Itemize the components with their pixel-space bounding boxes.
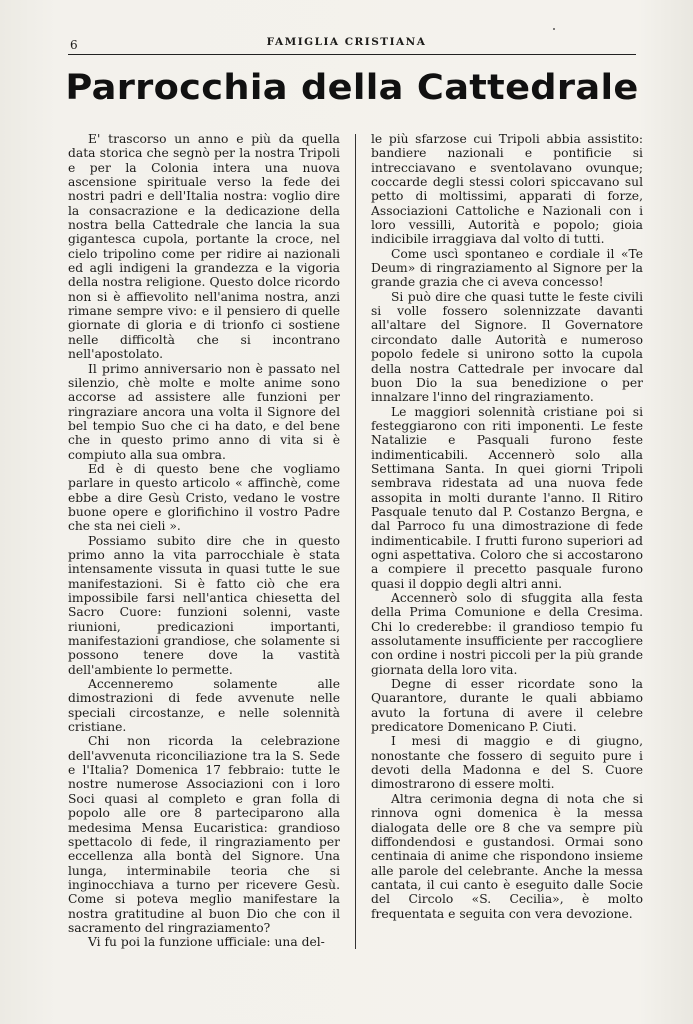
paragraph: Ed è di questo bene che vogliamo parlare in questo articolo « affinchè, come ebbe a dire Gesù Cristo, vedano le vostre buone opere e glorifichino il vostro Padre che sta nei cieli ». xyxy=(68,461,340,534)
paragraph: Vi fu poi la funzione ufficiale: una del- xyxy=(88,935,325,950)
left-column xyxy=(68,132,340,950)
paragraph: E' trascorso un anno e più da quella data storica che segnò per la nostra Tripoli e per la Colonia intera una nuova ascensione spirituale verso la fede dei nostri padri e dell'Italia nostra: voglio dire la consacrazione e la dedicazione della nostra bella Cattedrale che lancia la sua gigantesca cupola, portante la croce, nel cielo tripolino come per ridire ai nazionali ed agli indigeni la grandezza e la vigoria della nostra religione. Questo dolce ricordo non si è affievolito nell'anima nostra, anzi rimane sempre vivo: e il pensiero di quelle giornate di gloria e di trionfo ci sostiene nelle difficoltà che si incontrano nell'apostolato. xyxy=(68,132,340,362)
article-title: Parrocchia della Cattedrale xyxy=(65,68,639,108)
page-number: 6 xyxy=(70,38,79,52)
header-rule xyxy=(68,54,636,55)
paragraph: Accenneremo solamente alle dimostrazioni di fede avvenute nelle speciali circostanze, e nelle solennità cristiane. xyxy=(68,677,340,735)
paragraph-continuation: le più sfarzose cui Tripoli abbia assistito: bandiere nazionali e pontificie si intrecciavano e sventolavano ovunque; coccarde degli stessi colori spiccavano sul petto di moltissimi, apparati di forze, Associazioni Cattoliche e Nazionali con i loro vessilli, Autorità e popolo; gioia indicibile irraggiava dal volto di tutti. xyxy=(371,132,643,247)
paragraph: Il primo anniversario non è passato nel silenzio, chè molte e molte anime sono accorse ad assistere alle funzioni per ringraziare ancora una volta il Signore del bel tempio Suo che ci ha dato, e del bene che in questo primo anno di vita si è compiuto alla sua ombra. xyxy=(68,361,340,462)
paragraph: Degne di esser ricordate sono la Quarantore, durante le quali abbiamo avuto la fortuna di avere il celebre predicatore Domenicano P. Ciuti. xyxy=(371,677,643,735)
paragraph: Altra cerimonia degna di nota che si rinnova ogni domenica è la messa dialogata delle ore 8 che va sempre più diffondendosi e gustandosi. Ormai sono centinaia di anime che rispondono insieme alle parole del celebrante. Anche la messa cantata, il cui canto è eseguito dalle Socie del Circolo «S. Cecilia», è molto frequentata e seguita con vera devozione. xyxy=(371,791,643,921)
print-speck xyxy=(553,28,555,30)
right-column xyxy=(371,132,643,921)
paragraph: Accennerò solo di sfuggita alla festa della Prima Comunione e della Cresima. Chi lo crederebbe: il grandioso tempio fu assolutamente insufficiente per raccogliere con ordine i nostri piccoli per la più grande giornata della loro vita. xyxy=(371,591,643,677)
column-divider xyxy=(355,134,356,949)
paragraph: Possiamo subito dire che in questo primo anno la vita parrocchiale è stata intensamente vissuta in quasi tutte le sue manifestazioni. Si è fatto ciò che era impossibile farsi nell'antica chiesetta del Sacro Cuore: funzioni solenni, vaste riunioni, predicazioni importanti, manifestazioni grandiose, che solamente si possono tenere dove la vastità dell'ambiente lo permette. xyxy=(68,533,340,677)
paragraph: I mesi di maggio e di giugno, nonostante che fossero di seguito pure i devoti della Madonna e del S. Cuore dimostrarono di essere molti. xyxy=(371,734,643,792)
running-header-title: FAMIGLIA CRISTIANA xyxy=(266,36,427,48)
paragraph: Si può dire che quasi tutte le feste civili si volle fossero solennizzate davanti all'altare del Signore. Il Governatore circondato dalle Autorità e numeroso popolo fedele si unirono sotto la cupola della nostra Cattedrale per invocare dal buon Dio la sua benedizione o per innalzare l'inno del ringraziamento. xyxy=(371,289,643,405)
paragraph: Le maggiori solennità cristiane poi si festeggiarono con riti imponenti. Le feste Natalizie e Pasquali furono feste indimenticabili. Accennerò solo alla Settimana Santa. In quei giorni Tripoli sembrava ridestata ad una nuova fede assopita in molti durante l'anno. Il Ritiro Pasquale tenuto dal P. Costanzo Bergna, e dal Parroco fu una dimostrazione di fede indimenticabile. I frutti furono superiori ad ogni aspettativa. Coloro che si accostarono a compiere il precetto pasquale furono quasi il doppio degli altri anni. xyxy=(371,404,643,591)
paragraph: Come uscì spontaneo e cordiale il «Te Deum» di ringraziamento al Signore per la grande grazia che ci aveva concesso! xyxy=(371,246,643,290)
paragraph: Chi non ricorda la celebrazione dell'avvenuta riconciliazione tra la S. Sede e l'Italia? Domenica 17 febbraio: tutte le nostre numerose Associazioni con i loro Soci quasi al completo e gran folla di popolo alle ore 8 parteciparono alla medesima Mensa Eucaristica: grandioso spettacolo di fede, il ringraziamento per eccellenza alla bontà del Signore. Una lunga, interminabile teoria che si inginocchiava a turno per ricevere Gesù. Come si poteva meglio manifestare la nostra gratitudine al buon Dio che con il sacramento del ringraziamento? xyxy=(68,734,340,935)
